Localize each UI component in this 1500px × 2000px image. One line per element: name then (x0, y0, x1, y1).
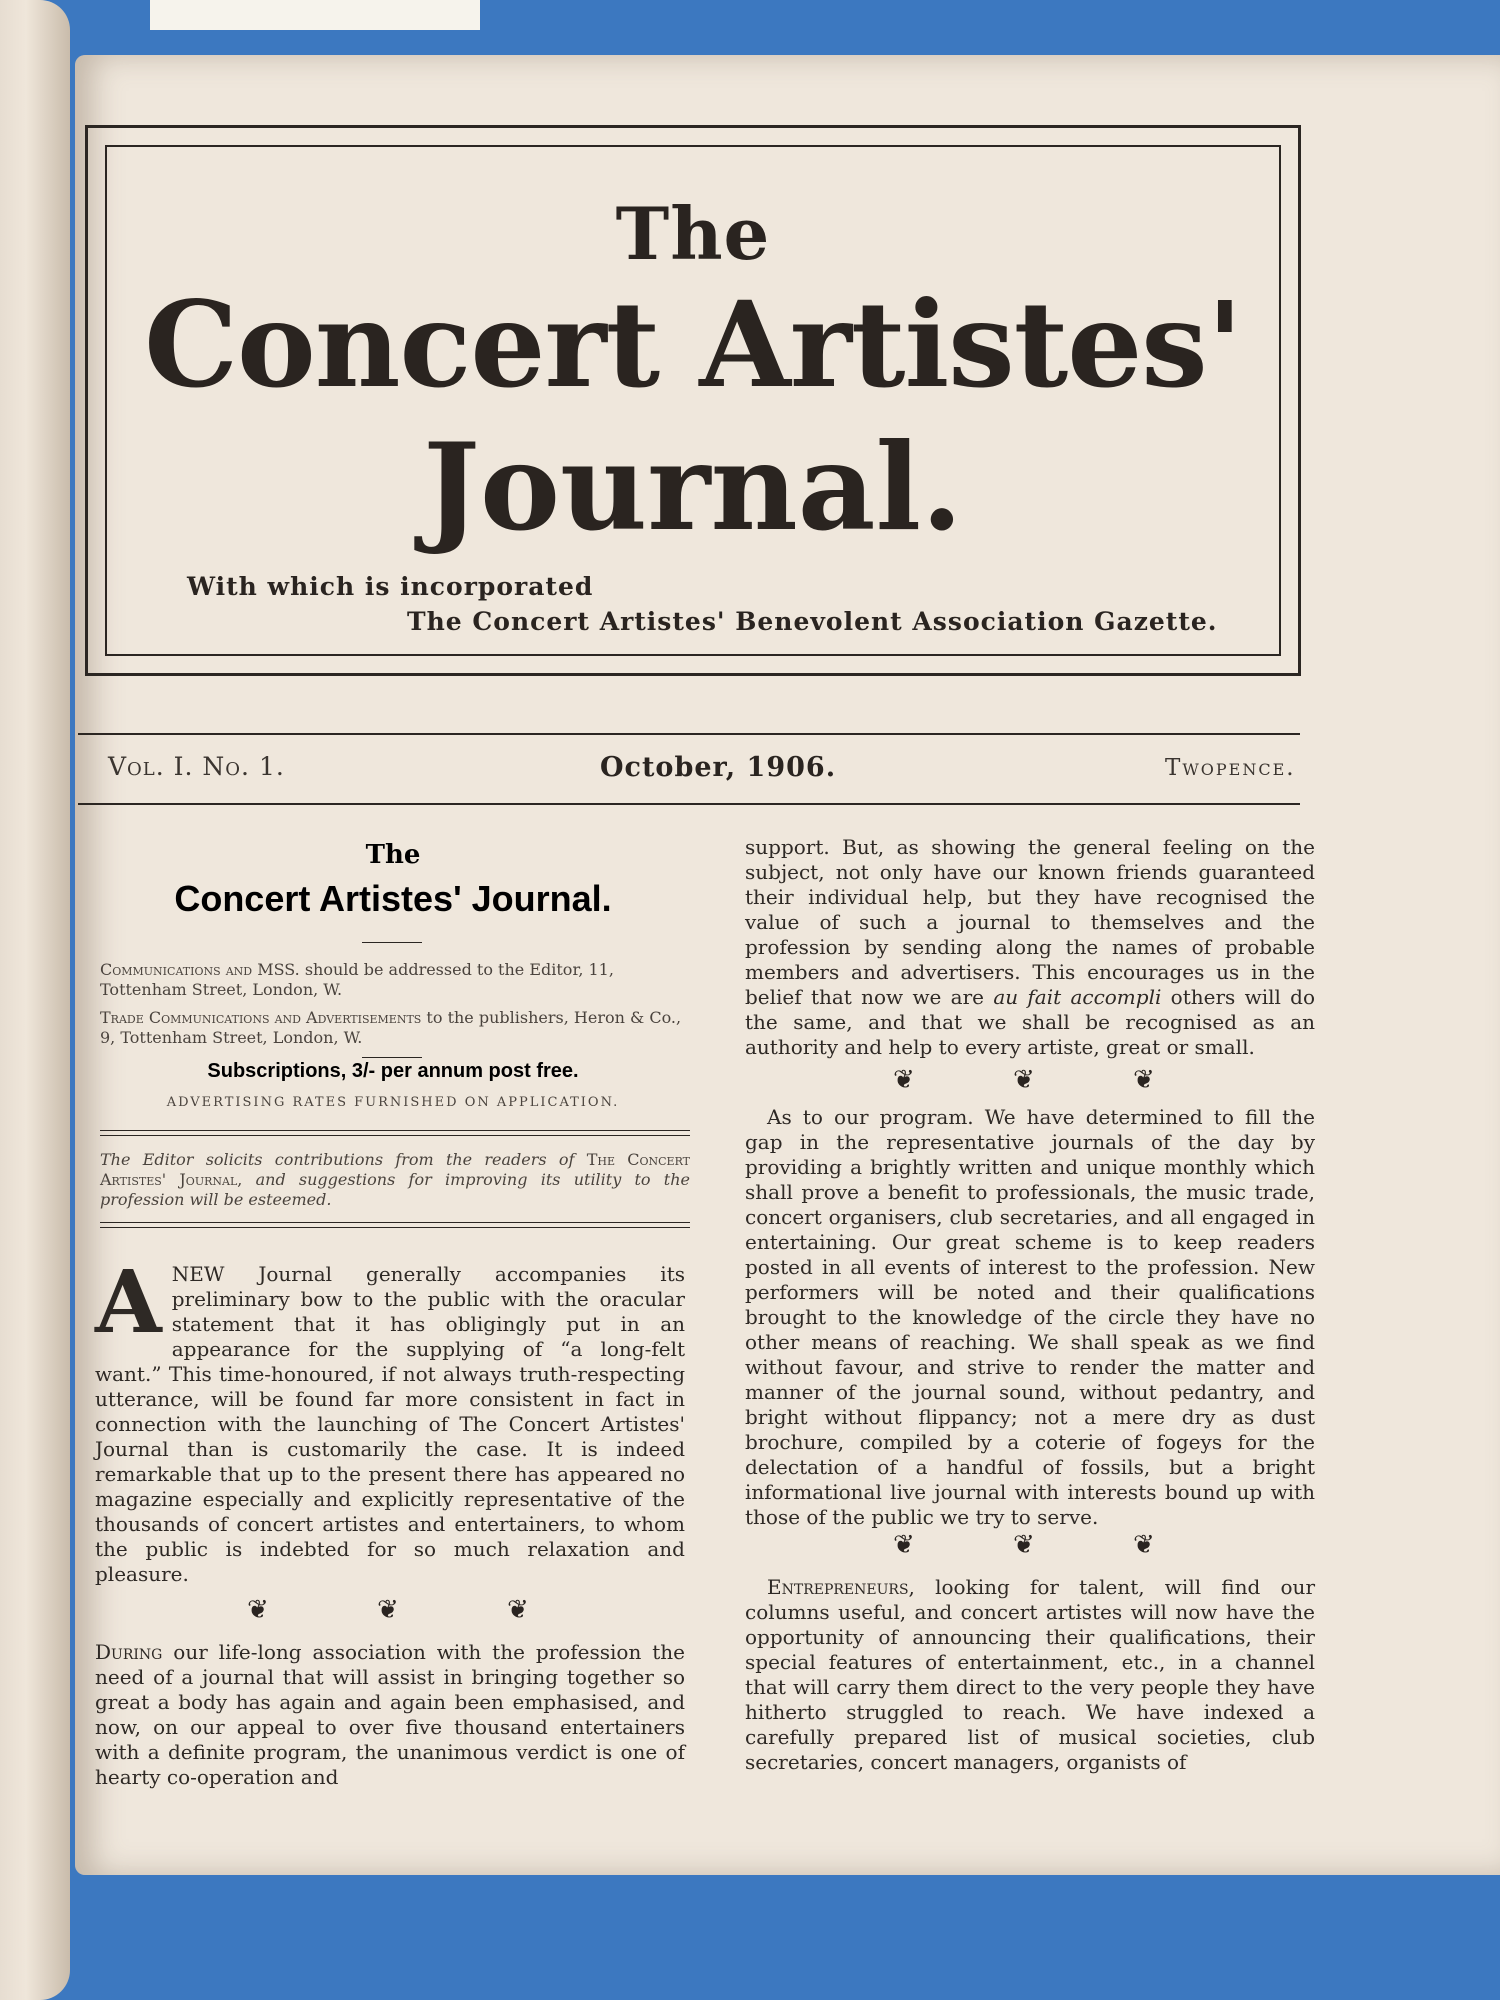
ornament-left-3: ❦ (507, 1595, 529, 1625)
masthead-title-line1: Concert Artistes' (144, 275, 1242, 414)
ornament-right-6: ❦ (1133, 1530, 1155, 1560)
column-heading-the: The (365, 840, 421, 870)
editor-note-a: The Editor solicits contributions from the readers of (100, 1150, 575, 1169)
issue-price: Twopence. (1165, 755, 1296, 781)
masthead-inner-frame (105, 145, 1281, 656)
communications-text: should be addressed to the Editor, 11, Tottenham Street, London, W. (100, 960, 614, 999)
subs-short-rule (362, 1057, 422, 1058)
ornament-right-2: ❦ (1013, 1065, 1035, 1095)
advertising-line: ADVERTISING RATES FURNISHED ON APPLICATION. (166, 1095, 620, 1110)
right-paragraph-1 (745, 835, 1315, 1060)
drop-cap: A (95, 1252, 162, 1353)
right-paragraph-2: As to our program. We have determined to fill the gap in the representative journals of the day by providing a brightly written and unique monthly which shall prove a benefit to professionals, the music trade, concert organisers, club secretaries, and all engaged in entertaining. Our great scheme is to keep readers posted in all events of interest to the profession. New performers will be noted and their qualifications brought to the knowledge of the circle they have no other means of reaching. We shall speak as we find without favour, and strive to render the matter and manner of the journal sound, without pedantry, and bright without flippancy; not a mere dry as dust brochure, compiled by a coterie of fogeys for the delectation of a handful of fossils, but a bright informational live journal with interests bound up with those of the public we try to serve. (745, 1105, 1315, 1529)
right-paragraph-1-em: au fait accompli (993, 985, 1162, 1009)
ornament-right-3: ❦ (1133, 1065, 1155, 1095)
trade-text: to the publishers, Heron & Co., 9, Tottenham Street, London, W. (100, 1008, 682, 1047)
ornament-right-1: ❦ (893, 1065, 915, 1095)
left-paragraph-1-text: NEW Journal generally accompanies its preliminary bow to the public with the oracular statement that it has obligingly put in an appearance for the supplying of “a long-felt want.” This time-honoured, if not always truth-respecting utterance, will be found far more consistent in fact in connection with the launching of The Concert Artistes' Journal than is customarily the case. It is indeed remarkable that up to the present there has appeared no magazine especially and explicitly representative of the thousands of concert artistes and entertainers, to whom the public is indebted for so much relaxation and pleasure. (95, 1262, 685, 1586)
right-paragraph-1-b: others will do the same, and that we shall be recognised as an authority and help to every artiste, great or small. (745, 985, 1316, 1059)
trade-lead: Trade Communications and Advertisements (100, 1008, 422, 1027)
subscriptions-line: Subscriptions, 3/- per annum post free. (207, 1060, 579, 1082)
communications-lead: Communications and MSS. (100, 960, 300, 979)
editor-note-c: and suggestions for improving its utility to the profession will be esteemed. (100, 1170, 690, 1209)
double-rule-2 (100, 1222, 690, 1228)
issue-rule-top (78, 733, 1300, 735)
left-paragraph-2-lead: During (95, 1640, 163, 1664)
double-rule-1 (100, 1130, 690, 1136)
right-paragraph-3 (745, 1575, 1315, 1775)
left-paragraph-2-text: our life-long association with the profession the need of a journal that will assist in bringing together so great a body has again and again been emphasised, and now, on our appeal to over five thousand entertainers with a definite program, the unanimous verdict is one of hearty co-operation and (95, 1640, 686, 1789)
communications-notice (100, 960, 690, 1000)
left-paragraph-2 (95, 1640, 685, 1790)
trade-notice (100, 1008, 690, 1048)
editor-note-b: The Concert Artistes' Journal, (100, 1150, 690, 1189)
ornament-left-1: ❦ (247, 1595, 269, 1625)
issue-volume: Vol. I. No. 1. (108, 752, 285, 781)
paper-slip (150, 0, 480, 30)
masthead-frame (85, 125, 1301, 676)
left-paragraph-1 (95, 1252, 685, 1587)
right-paragraph-3-text: looking for talent, will find our columns useful, and concert artistes will now have the opportunity of announcing their qualifications, their special features of entertainment, etc., in a channel that will carry them direct to the very people they have hitherto struggled to reach. We have indexed a carefully prepared list of musical societies, club secretaries, concert managers, organists of (745, 1575, 1315, 1774)
right-paragraph-3-lead: Entrepreneurs, (767, 1575, 915, 1599)
masthead-subtitle-1: With which is incorporated (187, 572, 594, 601)
issue-date: October, 1906. (600, 752, 837, 783)
issue-rule-bottom (78, 803, 1300, 805)
column-heading-title: Concert Artistes' Journal. (174, 878, 612, 919)
left-page-edge (0, 0, 70, 2000)
masthead-the: The (615, 191, 771, 276)
masthead-subtitle-2: The Concert Artistes' Benevolent Association Gazette. (407, 607, 1218, 636)
heading-short-rule (362, 942, 422, 943)
ornament-right-4: ❦ (893, 1530, 915, 1560)
masthead-title-line2: Journal. (423, 417, 963, 558)
ornament-right-5: ❦ (1013, 1530, 1035, 1560)
editor-note (100, 1150, 690, 1210)
right-paragraph-1-a: support. But, as showing the general feeling on the subject, not only have our known friends guaranteed their individual help, but they have recognised the value of such a journal to themselves and the profession by sending along the names of probable members and advertisers. This encourages us in the belief that now we are (745, 835, 1315, 1009)
ornament-left-2: ❦ (377, 1595, 399, 1625)
